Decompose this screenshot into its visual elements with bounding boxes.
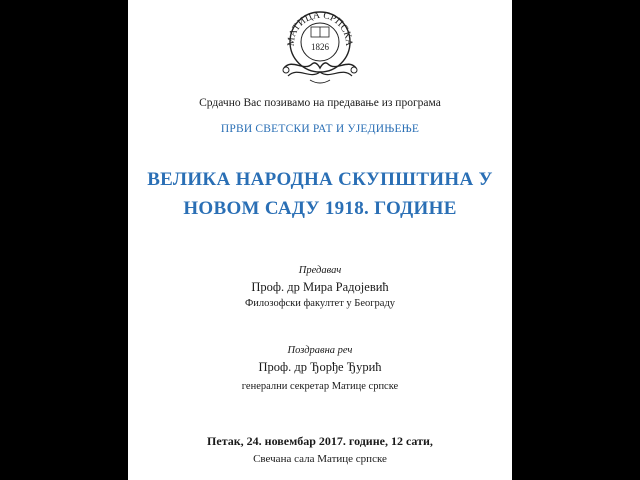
greeting-speaker-affiliation: генерални секретар Матице српске — [241, 381, 399, 392]
lecture-title-line-2: НОВОМ САДУ 1918. ГОДИНЕ — [183, 198, 457, 219]
greeting-role: Поздравна реч — [287, 345, 353, 356]
logo-year: 1826 — [311, 42, 329, 52]
invitation-page — [128, 0, 512, 480]
lecturer-role: Предавач — [298, 265, 342, 276]
event-date: Петак, 24. новембар 2017. године, 12 сати, — [207, 434, 433, 448]
matica-srpska-emblem-icon — [270, 2, 370, 86]
logo-lettering: МАТИЦА СРПСКА — [285, 9, 355, 47]
lecturer-affiliation: Филозофски факултет у Београду — [244, 298, 396, 309]
program-name: ПРВИ СВЕТСКИ РАТ И УЈЕДИЊЕЊЕ — [220, 123, 420, 135]
matica-srpska-logo — [270, 2, 370, 86]
invitation-intro: Срдачно Вас позивамо на предавање из програма — [199, 97, 441, 109]
lecturer-name: Проф. др Мира Радојевић — [251, 280, 389, 294]
lecture-title-line-1: ВЕЛИКА НАРОДНА СКУПШТИНА У — [147, 169, 493, 190]
event-venue: Свечана сала Матице српске — [253, 453, 387, 465]
greeting-speaker-name: Проф. др Ђорђе Ђурић — [258, 360, 382, 374]
